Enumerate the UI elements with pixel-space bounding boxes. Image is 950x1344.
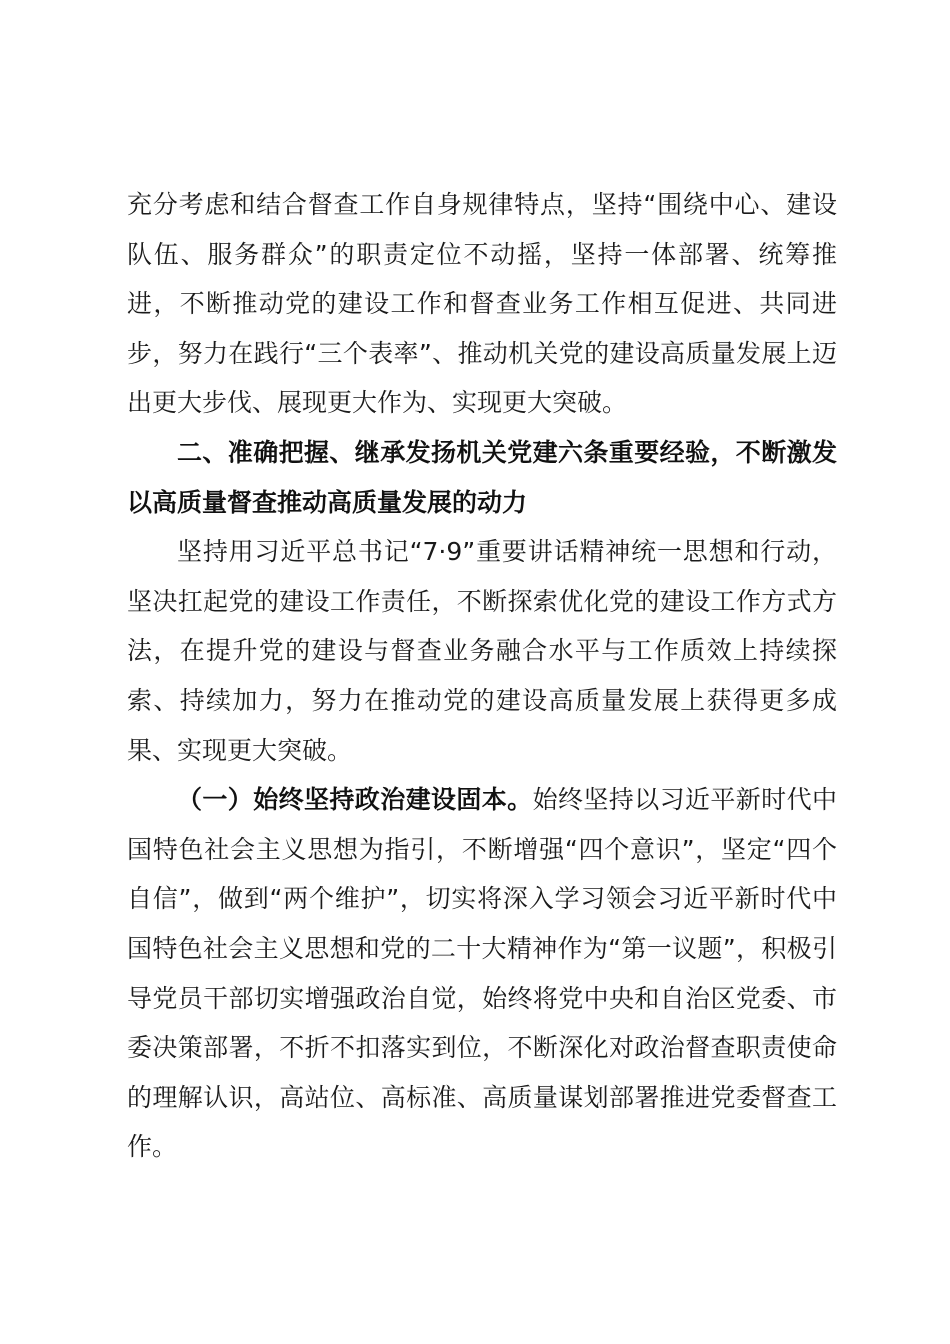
paragraph-continuation: 充分考虑和结合督查工作自身规律特点，坚持“围绕中心、建设队伍、服务群众”的职责定位不动摇，坚持一体部署、统筹推进，不断推动党的建设工作和督查业务工作相互促进、共同进步，努力在践行“三个表率”、推动机关党的建设高质量发展上迈出更大步伐、展现更大作为、实现更大突破。 xyxy=(127,190,837,418)
section-heading-two: 二、准确把握、继承发扬机关党建六条重要经验，不断激发以高质量督查推动高质量发展的动力 xyxy=(127,437,837,517)
subsection-one-body: 始终坚持以习近平新时代中国特色社会主义思想为指引，不断增强“四个意识”，坚定“四个自信”，做到“两个维护”，切实将深入学习领会习近平新时代中国特色社会主义思想和党的二十大精神作为“第一议题”，积极引导党员干部切实增强政治自觉，始终将党中央和自治区党委、市委决策部署，不折不扣落实到位，不断深化对政治督查职责使命的理解认识，高站位、高标准、高质量谋划部署推进党委督查工作。 xyxy=(127,785,837,1162)
document-body xyxy=(127,180,837,1172)
subsection-one-title: （一）始终坚持政治建设固本。 xyxy=(177,785,533,815)
paragraph-section-two-intro: 坚持用习近平总书记“7·9”重要讲话精神统一思想和行动，坚决扛起党的建设工作责任，不断探索优化党的建设工作方式方法，在提升党的建设与督查业务融合水平与工作质效上持续探索、持续加力，努力在推动党的建设高质量发展上获得更多成果、实现更大突破。 xyxy=(127,537,837,765)
paragraph-subsection-one xyxy=(127,775,837,1172)
